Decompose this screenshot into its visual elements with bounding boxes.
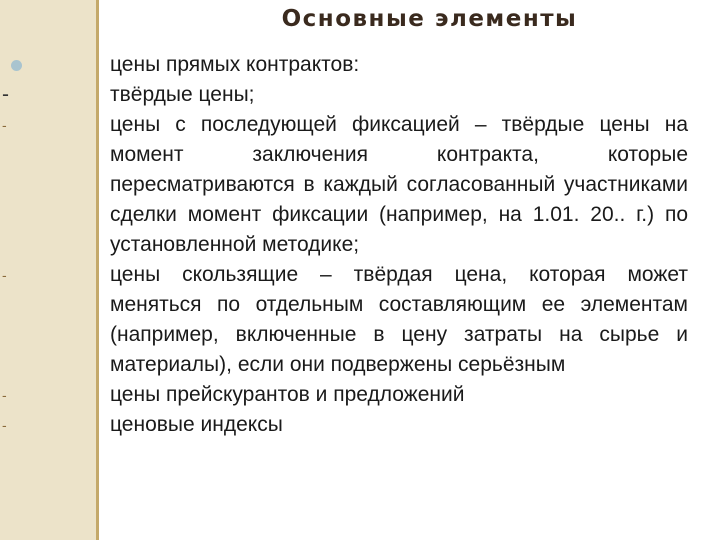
- dash-marker: -: [2, 117, 7, 133]
- list-item: [2, 410, 688, 440]
- list-item-text: цены с последующей фиксацией – твёрдые цены на момент заключения контракта, которые пересматриваются в каждый согласованный участниками сделки момент фиксации (например, на 1.01. 20.. г.) по установленной методике;: [110, 113, 688, 256]
- dash-marker: -: [2, 83, 9, 106]
- list-item-text: твёрдые цены;: [110, 83, 255, 106]
- slide-title: Основные элементы: [281, 6, 578, 32]
- list-item-text: цены прейскурантов и предложений: [110, 383, 465, 406]
- dash-marker: -: [2, 267, 7, 283]
- list-item: [2, 260, 688, 380]
- list-item: [110, 50, 688, 80]
- list-item-text: цены скользящие – твёрдая цена, которая может меняться по отдельным составляющим ее элементам (например, включенные в цену затраты на сырье и материалы), если они подвержены серьёзным: [110, 263, 688, 376]
- decorative-band-border: [96, 0, 99, 540]
- list-item: [2, 110, 688, 260]
- list-item-text: цены прямых контрактов:: [110, 53, 360, 76]
- list-item: [2, 80, 688, 110]
- list-item-text: ценовые индексы: [110, 413, 283, 436]
- list-item: [2, 380, 688, 410]
- dash-marker: -: [2, 387, 7, 403]
- bullet-dot-icon: [11, 60, 22, 71]
- dash-marker: -: [2, 417, 7, 433]
- bullet-list: [2, 50, 688, 440]
